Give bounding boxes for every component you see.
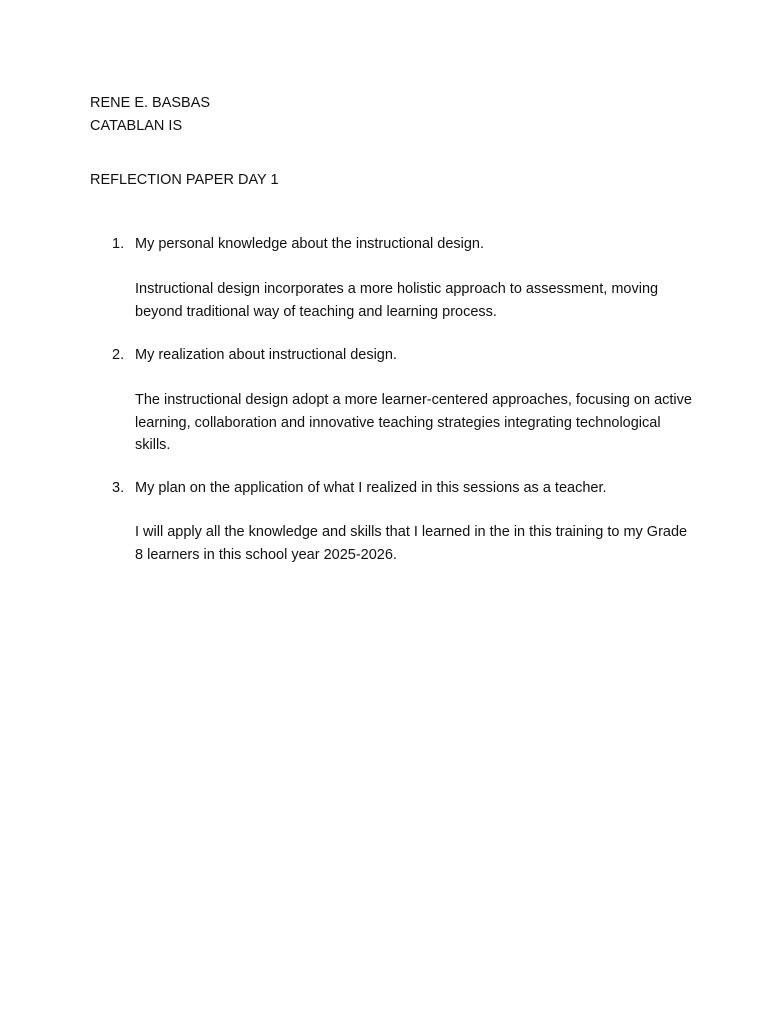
item-prompt: My realization about instructional design. bbox=[135, 347, 397, 363]
item-prompt: My personal knowledge about the instructional design. bbox=[135, 236, 485, 252]
item-number: 2. bbox=[112, 347, 125, 363]
item-answer: Instructional design incorporates a more holistic approach to assessment, moving beyond traditional way of teaching and learning process. bbox=[135, 281, 659, 320]
item-answer: I will apply all the knowledge and skills that I learned in the in this training to my Grade 8 learners in this school year 2025-2026. bbox=[135, 524, 688, 563]
item-prompt: My plan on the application of what I realized in this sessions as a teacher. bbox=[135, 480, 607, 496]
author-name: RENE E. BASBAS bbox=[90, 95, 211, 111]
item-answer: The instructional design adopt a more learner-centered approaches, focusing on active learning, collaboration and innovative teaching strategies integrating technological skills. bbox=[135, 392, 692, 453]
document-title: REFLECTION PAPER DAY 1 bbox=[90, 172, 279, 188]
school-name: CATABLAN IS bbox=[90, 118, 183, 134]
item-number: 1. bbox=[112, 236, 125, 252]
item-number: 3. bbox=[112, 480, 125, 496]
